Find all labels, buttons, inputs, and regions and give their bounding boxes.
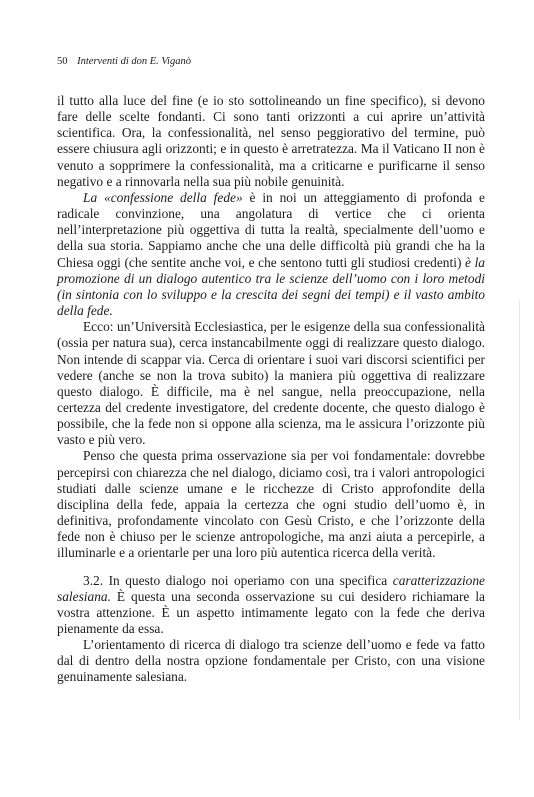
body-text — [57, 93, 485, 686]
text-segment: Ecco: un’Università Ecclesiastica, per le esigenze della sua confessionalità (ossia per natura sua), cerca instancabilmente oggi di realizzare questo dialogo. Non intende di scappar via. Cerca di orientare i suoi vari discorsi scientifici per vedere (anche se non la trova subito) la maniera più oggettiva di realizzare questo dialogo. È difficile, ma è nel sangue, nella preoccupazione, nella certezza del credente investigatore, del credente docente, che questo dialogo è possibile, che la fede non si oppone alla scienza, ma le assicura l’orizzonte più vasto e più vero. — [57, 319, 485, 448]
text-segment: il tutto alla luce del fine (e io sto sottolineando un fine specifico), si devono fare delle scelte fondanti. Ci sono tanti orizzonti a cui aprire un’attività scientifica. Ora, la confessionalità, nel senso peggiorativo del termine, può essere chiusura agli orizzonti; e in questo è arretratezza. Ma il Vaticano II non è venuto a sopprimere la confessionalità, ma a criticarne e purificarne il senso negativo e a rinnovarla nella sua più nobile genuinità. — [57, 93, 485, 189]
text-segment: L’orientamento di ricerca di dialogo tra scienze dell’uomo e fede va fatto dal di dentro della nostra opzione fondamentale per Cristo, con una visione genuinamente salesiana. — [57, 637, 485, 685]
paragraph-2 — [57, 190, 485, 319]
text-segment: è in noi un atteggiamento di profonda e radicale convinzione, una angolatura di vertice che ci orienta nell’interpretazione più oggettiva di tutta la realtà, specialmente dell’uomo e della sua storia. Sappiamo anche che una delle difficoltà più grandi che ha la Chiesa oggi (che sentite anche voi, e che sentono tutti gli studiosi credenti) — [57, 189, 485, 270]
page-number: 50 — [57, 56, 68, 67]
paragraph-4 — [57, 448, 485, 561]
paragraph-3 — [57, 319, 485, 448]
italic-segment: caratterizzazione salesiana. — [57, 572, 485, 604]
text-segment: 3.2. In questo dialogo noi operiamo con una specifica — [83, 572, 393, 588]
text-segment: È questa una seconda osservazione su cui desidero richiamare la vostra attenzione. È un aspetto intimamente legato con la fede che deriva pienamente da essa. — [57, 588, 485, 636]
paragraph-6 — [57, 637, 485, 685]
text-segment: Penso che questa prima osservazione sia per voi fondamentale: dovrebbe percepirsi con chiarezza che nel dialogo, diciamo così, tra i valori antropologici studiati dalle scienze umane e le ricchezze di Cristo approfondite della disciplina della fede, appaia la certezza che ogni studio dell’uomo è, in definitiva, profondamente vincolato con Gesù Cristo, e che l’orizzonte della fede non è chiuso per le scienze antropologiche, ma anzi aiuta a percepirle, a illuminarle e a orientarle per una loro più autentica ricerca della verità. — [57, 448, 485, 561]
italic-segment: è la promozione di un dialogo autentico tra le scienze dell’uomo con i loro metodi (in sintonia con lo sviluppo e la crescita dei segni dei tempi) e il vasto ambito della fede. — [57, 254, 485, 319]
paragraph-section-3-2 — [57, 573, 485, 638]
italic-segment: La «confessione della fede» — [83, 189, 243, 205]
paragraph-1 — [57, 93, 485, 190]
scan-edge-line — [519, 300, 520, 720]
running-header — [57, 55, 191, 68]
running-title: Interventi di don E. Viganò — [77, 56, 191, 67]
